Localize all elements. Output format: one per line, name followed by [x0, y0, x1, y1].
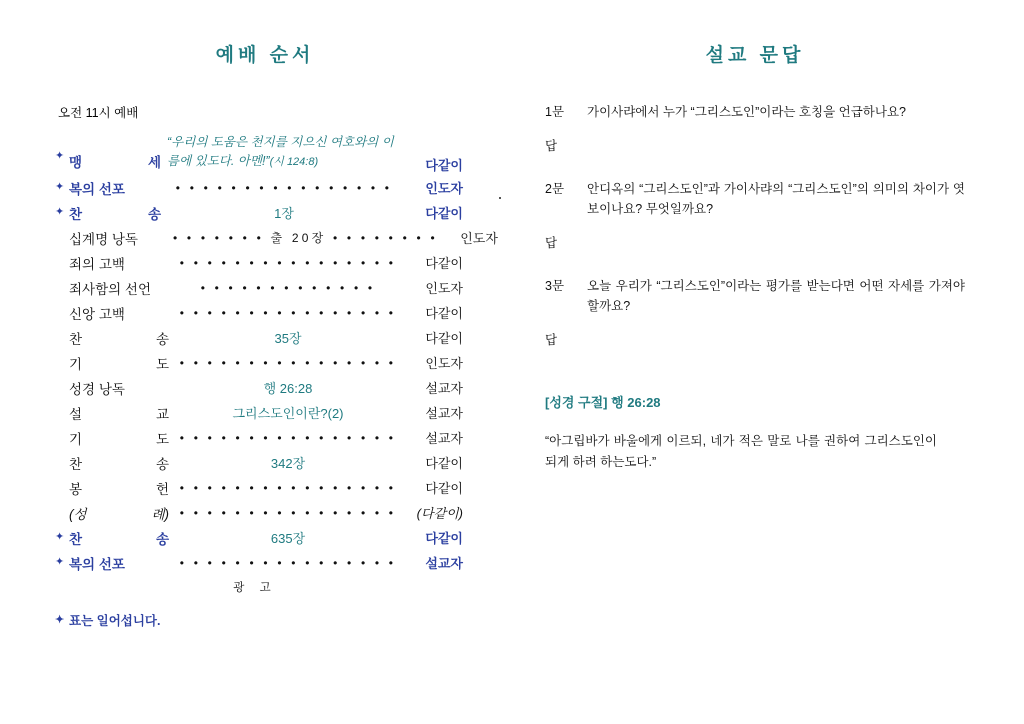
qa-question — [545, 180, 965, 219]
order-item-role: 인도자 — [425, 356, 463, 371]
order-item-label-part1: 기 — [69, 356, 83, 372]
standing-bullet-icon: ✦ — [55, 613, 65, 626]
order-item-label-part2: 례) — [151, 506, 169, 522]
order-item-label-part2: 세 — [147, 155, 161, 170]
order-item-detail: 635장 — [270, 531, 306, 546]
order-item-label — [69, 403, 169, 423]
standing-bullet-icon: ✦ — [55, 206, 65, 218]
order-item-label — [69, 453, 169, 473]
order-item-label — [69, 178, 161, 198]
standing-bullet-icon: ✦ — [55, 181, 65, 193]
order-item-detail: • • • • • • • • • • • • • • • • — [179, 255, 397, 270]
worship-order-list — [55, 133, 498, 575]
worship-order-column — [55, 40, 498, 629]
order-item-role: 다같이 — [425, 456, 463, 471]
order-item-row — [55, 275, 463, 300]
order-item-detail: • • • • • • • • • • • • • • • • — [179, 505, 397, 520]
order-item-label — [69, 378, 169, 398]
order-item-label-part1: 복의 선포 — [69, 556, 125, 572]
order-item-row — [55, 525, 463, 550]
order-item-label-part1: (성 — [69, 506, 87, 522]
order-item-role: 인도자 — [460, 231, 498, 246]
sermon-qa-column — [545, 40, 965, 473]
order-item-label-part2: 도 — [155, 356, 169, 372]
qa-item — [545, 180, 965, 251]
page-speck — [499, 197, 501, 199]
order-item-detail: • • • • • • • 출 20장 • • • • • • • • — [173, 231, 438, 245]
order-item-row — [55, 425, 463, 450]
qa-number: 3문 — [545, 279, 565, 294]
order-item-label-part2: 도 — [155, 431, 169, 447]
standing-bullet-icon: ✦ — [55, 150, 65, 162]
order-item-label-part1: 설 — [69, 406, 83, 422]
order-item-label — [69, 553, 169, 573]
order-item-detail: 그리스도인이란?(2) — [232, 406, 344, 421]
order-item-detail: 35장 — [274, 331, 302, 346]
order-item-role: 설교자 — [425, 556, 463, 571]
order-item-detail: 1장 — [274, 206, 294, 221]
order-item-label — [69, 328, 169, 348]
order-item-label — [69, 203, 161, 223]
vow-verse-text — [161, 133, 407, 171]
order-item-label-part1: 죄사함의 선언 — [69, 281, 151, 297]
order-item-label-part1: 찬 — [69, 456, 83, 472]
order-item-row — [55, 475, 463, 500]
order-item-vow — [55, 133, 463, 175]
order-item-row — [55, 225, 498, 250]
qa-number: 2문 — [545, 182, 565, 197]
announcement-label: 광 고 — [233, 582, 277, 594]
qa-item — [545, 103, 965, 154]
order-item-label-part2: 송 — [155, 456, 169, 472]
order-item-role: 설교자 — [425, 381, 463, 396]
service-time-label: 오전 11시 예배 — [58, 106, 139, 120]
vow-verse-reference: (시 124:8) — [269, 155, 319, 168]
standing-footnote — [55, 611, 475, 629]
order-item-role: 다같이 — [425, 206, 463, 221]
order-item-detail: • • • • • • • • • • • • • • • • — [179, 480, 397, 495]
order-item-role: 인도자 — [425, 181, 463, 196]
order-item-label — [69, 278, 169, 298]
order-item-label — [69, 253, 169, 273]
qa-question-text: 가이사랴에서 누가 “그리스도인”이라는 호칭을 언급하나요? — [587, 105, 906, 119]
order-item-row — [55, 375, 463, 400]
order-item-label — [69, 303, 169, 323]
vow-role-label: 다같이 — [425, 158, 463, 173]
order-item-role: (다같이) — [416, 506, 463, 521]
qa-question — [545, 103, 965, 122]
standing-footnote-text: 표는 일어섭니다. — [69, 614, 161, 628]
order-item-label-part2: 송 — [147, 206, 161, 222]
order-item-label-part2: 송 — [155, 531, 169, 547]
order-item-row — [55, 250, 463, 275]
order-item-label — [69, 228, 169, 248]
order-item-label-part1: 찬 — [69, 331, 83, 347]
order-item-row — [55, 200, 463, 225]
order-item-detail: • • • • • • • • • • • • • — [200, 280, 376, 295]
order-item-row — [55, 175, 463, 200]
order-item-label-part2: 헌 — [155, 481, 169, 497]
qa-question-text: 오늘 우리가 “그리스도인”이라는 평가를 받는다면 어떤 자세를 가져야 할까요? — [587, 279, 965, 313]
order-item-label — [69, 528, 169, 548]
qa-question — [545, 277, 965, 316]
order-item-label-part2: 교 — [155, 406, 169, 422]
order-item-detail: • • • • • • • • • • • • • • • • — [179, 305, 397, 320]
order-item-label-part1: 찬 — [69, 206, 83, 222]
order-item-label — [69, 133, 161, 171]
standing-bullet-icon: ✦ — [55, 556, 65, 568]
order-item-label — [69, 503, 169, 523]
order-item-label-part1: 죄의 고백 — [69, 256, 125, 272]
order-item-row — [55, 550, 463, 575]
order-item-label — [69, 478, 169, 498]
order-item-role: 다같이 — [425, 306, 463, 321]
sermon-qa-title: 설교 문답 — [705, 45, 805, 66]
order-item-role: 설교자 — [425, 431, 463, 446]
order-item-row — [55, 450, 463, 475]
scripture-text: “아그립바가 바울에게 이르되, 네가 적은 말로 나를 권하여 그리스도인이 되게 하려 하는도다.” — [545, 433, 937, 470]
vow-verse-quote: “우리의 도움은 천지를 지으신 여호와의 이름에 있도다. 아멘!” — [167, 135, 394, 168]
order-item-label-part1: 찬 — [69, 531, 83, 547]
order-item-role: 다같이 — [425, 256, 463, 271]
order-item-role: 다같이 — [425, 531, 463, 546]
order-item-label-part1: 신앙 고백 — [69, 306, 125, 322]
order-item-detail: • • • • • • • • • • • • • • • • — [179, 355, 397, 370]
order-item-row — [55, 350, 463, 375]
qa-question-text: 안디옥의 “그리스도인”과 가이사랴의 “그리스도인”의 의미의 차이가 엿보이나요? 무엇일까요? — [587, 182, 965, 216]
order-item-label-part1: 성경 낭독 — [69, 381, 125, 397]
qa-answer-label: 답 — [545, 236, 558, 251]
order-item-role: 다같이 — [425, 481, 463, 496]
order-item-role: 설교자 — [425, 406, 463, 421]
qa-number: 1문 — [545, 105, 565, 119]
worship-order-title: 예배 순서 — [215, 45, 315, 66]
order-item-detail: 행 26:28 — [263, 381, 313, 396]
order-item-role: 다같이 — [425, 331, 463, 346]
order-item-row — [55, 300, 463, 325]
order-item-row — [55, 400, 463, 425]
order-item-detail: • • • • • • • • • • • • • • • • — [179, 430, 397, 445]
qa-item — [545, 277, 965, 348]
standing-bullet-icon: ✦ — [55, 531, 65, 543]
order-item-label — [69, 353, 169, 373]
order-item-label-part2: 송 — [155, 331, 169, 347]
order-item-row — [55, 500, 463, 525]
order-item-label-part1: 기 — [69, 431, 83, 447]
order-item-role: 인도자 — [425, 281, 463, 296]
order-item-label-part1: 맹 — [69, 155, 83, 170]
qa-answer-label: 답 — [545, 139, 558, 154]
scripture-heading: [성경 구절] 행 26:28 — [545, 394, 661, 410]
order-item-detail: 342장 — [270, 456, 306, 471]
order-item-detail: • • • • • • • • • • • • • • • • — [175, 180, 393, 195]
order-item-detail: • • • • • • • • • • • • • • • • — [179, 555, 397, 570]
order-item-row — [55, 325, 463, 350]
order-item-label-part1: 십계명 낭독 — [69, 231, 138, 247]
order-item-label-part1: 복의 선포 — [69, 181, 125, 197]
order-item-label-part1: 봉 — [69, 481, 83, 497]
qa-answer-label: 답 — [545, 332, 558, 347]
order-item-label — [69, 428, 169, 448]
